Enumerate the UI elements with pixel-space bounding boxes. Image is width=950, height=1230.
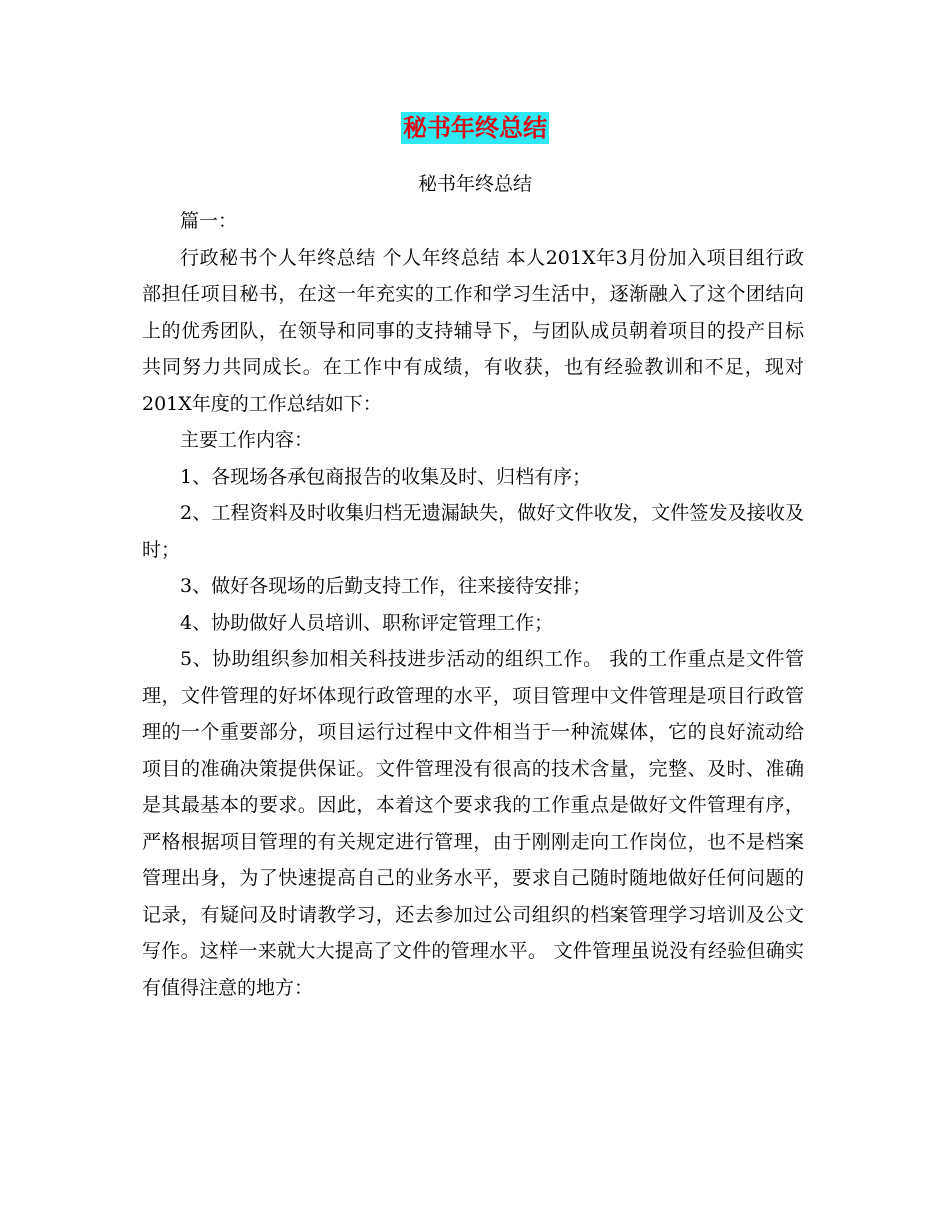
paragraph-section-label: 篇一： bbox=[180, 210, 238, 232]
paragraph-main-work-heading: 主要工作内容： bbox=[180, 429, 314, 451]
document-body bbox=[142, 203, 804, 1006]
document-title: 秘书年终总结 bbox=[403, 114, 547, 142]
paragraph-item-5: 5、协助组织参加相关科技进步活动的组织工作。 我的工作重点是文件管理，文件管理的好坏体现行政管理的水平，项目管理中文件管理是项目行政管理的一个重要部分，项目运行过程中文件相当于一种流媒体，它的良好流动给项目的准确决策提供保证。文件管理没有很高的技术含量，完整、及时、准确是其最基本的要求。因此，本着这个要求我的工作重点是做好文件管理有序，严格根据项目管理的有关规定进行管理，由于刚刚走向工作岗位，也不是档案管理出身，为了快速提高自己的业务水平，要求自己随时随地做好任何问题的记录，有疑问及时请教学习，还去参加过公司组织的档案管理学习培训及公文写作。这样一来就大大提高了文件的管理水平。 文件管理虽说没有经验但确实有值得注意的地方： bbox=[142, 648, 804, 999]
paragraph-item-1: 1、各现场各承包商报告的收集及时、归档有序； bbox=[180, 465, 592, 488]
paragraph-item-2: 2、工程资料及时收集归档无遗漏缺失，做好文件收发，文件签发及接收及时； bbox=[142, 502, 804, 561]
title-block bbox=[0, 112, 950, 144]
paragraph-item-3: 3、做好各现场的后勤支持工作，往来接待安排； bbox=[180, 575, 592, 597]
paragraph-item-4: 4、协助做好人员培训、职称评定管理工作； bbox=[180, 611, 554, 634]
document-subtitle: 秘书年终总结 bbox=[417, 173, 532, 195]
paragraph-intro: 行政秘书个人年终总结 个人年终总结 本人201X年3月份加入项目组行政部担任项目秘书，在这一年充实的工作和学习生活中，逐渐融入了这个团结向上的优秀团队，在领导和同事的支持辅导下，与团队成员朝着项目的投产目标共同努力共同成长。在工作中有成绩，有收获，也有经验教训和不足，现对201X年度的工作总结如下： bbox=[142, 246, 804, 415]
